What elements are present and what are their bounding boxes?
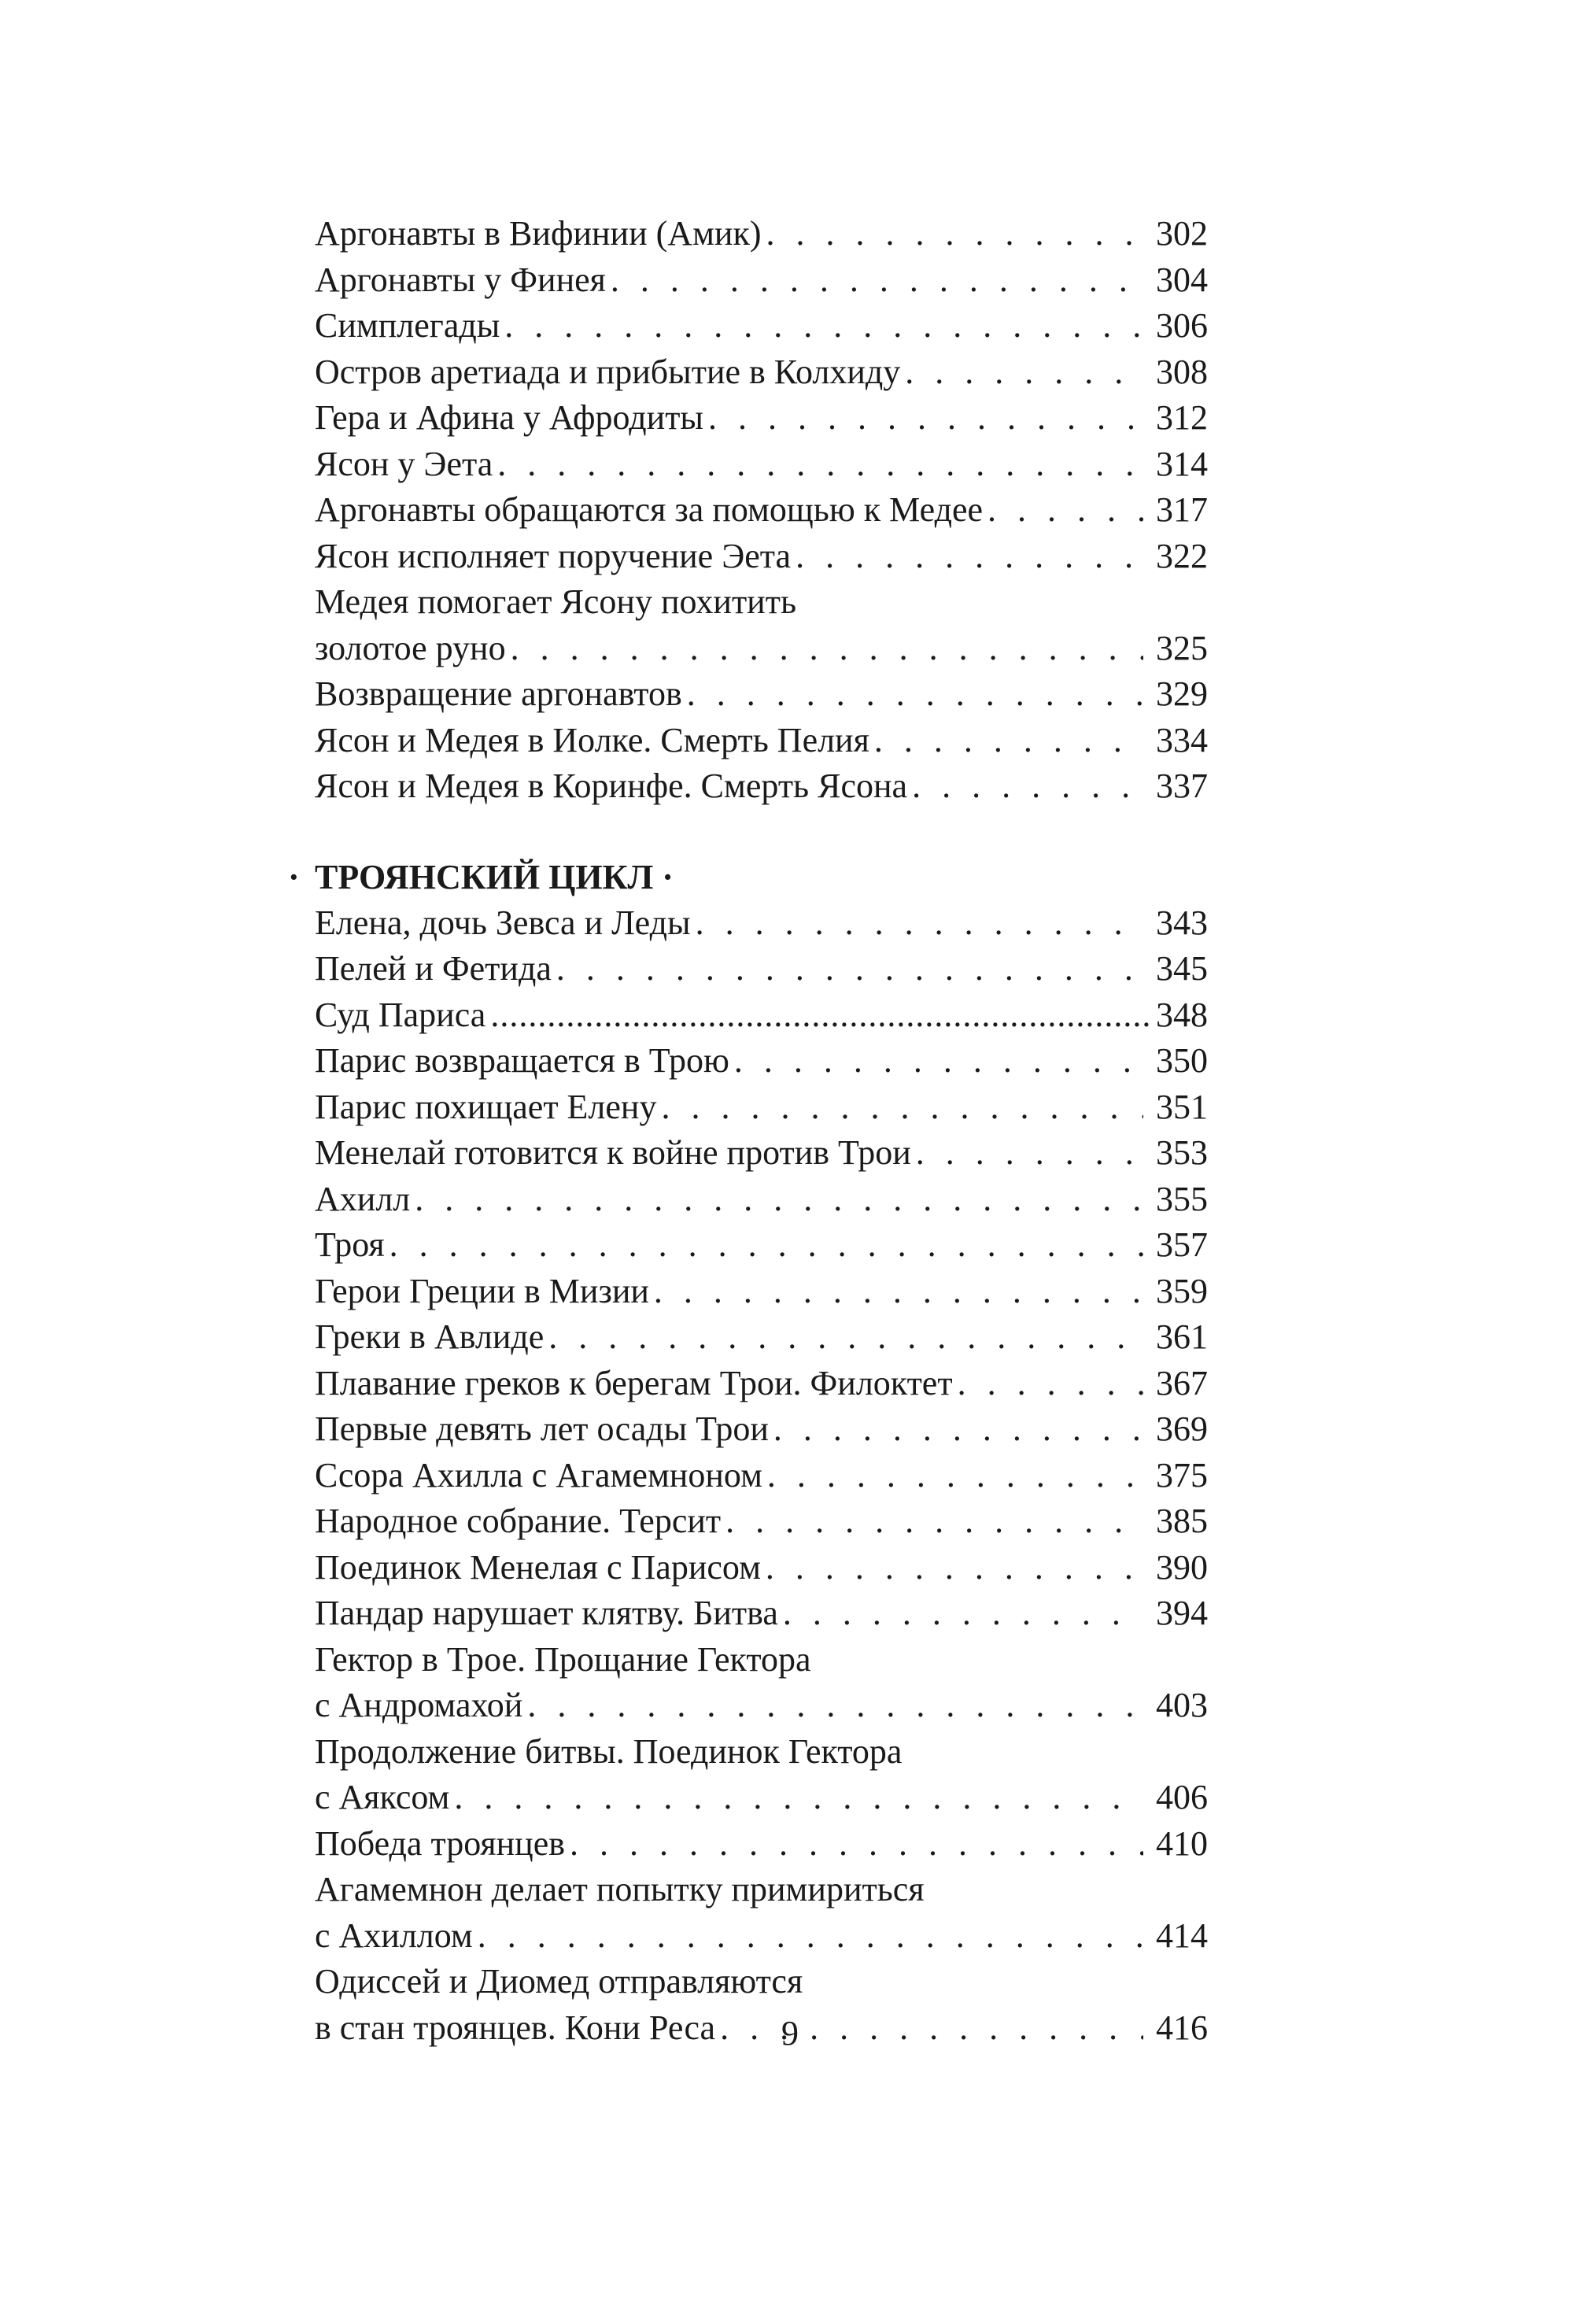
- toc-entry: [315, 579, 1208, 671]
- toc-entry: [315, 1084, 1208, 1131]
- toc-entry-page: 317: [1156, 490, 1208, 529]
- toc-entry: [315, 534, 1208, 580]
- toc-entry-title: Аргонавты обращаются за помощью к Медее: [315, 490, 984, 529]
- section-heading: [288, 855, 1208, 900]
- toc-entry: [315, 1453, 1208, 1499]
- dot-leader: [905, 349, 1143, 396]
- toc-entry: [315, 1177, 1208, 1223]
- toc-entry-title: Греки в Авлиде: [315, 1317, 545, 1356]
- dot-leader: [912, 763, 1143, 810]
- toc-entry-title: Народное собрание. Терсит: [315, 1502, 722, 1540]
- toc-entry-page: 350: [1156, 1041, 1208, 1080]
- toc-entry-page: 314: [1156, 444, 1208, 483]
- toc-entry: [315, 992, 1208, 1039]
- toc-entry-page: 410: [1156, 1823, 1208, 1863]
- toc-entry-title-line1: Гектор в Трое. Прощание Гектора: [315, 1639, 811, 1679]
- toc-entry-title: Гера и Афина у Афродиты: [315, 398, 703, 437]
- section-title: ТРОЯНСКИЙ ЦИКЛ: [315, 857, 654, 896]
- toc-entry-title-line1: Продолжение битвы. Поединок Гектора: [315, 1731, 903, 1771]
- toc-entry-title-line1: Одиссей и Диомед отправляются: [315, 1962, 803, 2001]
- dot-leader: [654, 1269, 1143, 1315]
- toc-entry-title: Первые девять лет осады Трои: [315, 1410, 769, 1448]
- toc-entry-page: 304: [1156, 260, 1208, 299]
- toc-entry: [315, 1637, 1208, 1729]
- dot-leader: [415, 1177, 1143, 1223]
- toc-entry-title: с Аяксом: [315, 1778, 450, 1816]
- toc-entry-title: золотое руно: [315, 628, 506, 667]
- dot-leader: [796, 534, 1143, 580]
- toc-entry: [315, 349, 1208, 396]
- toc-entry: [315, 303, 1208, 349]
- table-of-contents: [288, 211, 1208, 2051]
- toc-entry-title: Аргонавты в Вифинии (Амик): [315, 214, 762, 253]
- dot-leader: [958, 1361, 1143, 1407]
- toc-entry-title: Елена, дочь Зевса и Леды: [315, 903, 691, 942]
- toc-entry-title: Пелей и Фетида: [315, 949, 552, 988]
- toc-entry-page: 357: [1156, 1225, 1208, 1264]
- toc-entry-title: Троя: [315, 1225, 385, 1264]
- bullet-glyph: ·: [662, 857, 674, 896]
- toc-entry-title: Ясон и Медея в Иолке. Смерть Пелия: [315, 720, 869, 759]
- toc-entry: [315, 1314, 1208, 1361]
- toc-entry-page: 312: [1156, 398, 1208, 437]
- toc-entry: [315, 442, 1208, 488]
- toc-entry-page: 403: [1156, 1686, 1208, 1724]
- toc-entry-page: 416: [1156, 2008, 1208, 2047]
- toc-entry: [315, 1867, 1208, 1959]
- toc-entry: [315, 1591, 1208, 1637]
- toc-entry-page: 394: [1156, 1594, 1208, 1632]
- toc-entry-page: 322: [1156, 536, 1208, 575]
- toc-entry: [315, 1222, 1208, 1269]
- toc-entry-page: 334: [1156, 720, 1208, 759]
- toc-entry-page: 406: [1156, 1778, 1208, 1816]
- dot-leader: [773, 1406, 1143, 1453]
- toc-entry: [315, 1130, 1208, 1177]
- dot-leader: [687, 671, 1143, 718]
- toc-entry-title: в стан троянцев. Кони Реса: [315, 2008, 716, 2047]
- page-number: 9: [781, 2014, 799, 2052]
- dot-leader: [766, 1545, 1143, 1591]
- toc-entry-page: 337: [1156, 767, 1208, 805]
- dot-leader: [766, 211, 1144, 257]
- toc-entry: [315, 487, 1208, 534]
- dot-leader: [511, 626, 1143, 672]
- toc-entry-title: Симплегады: [315, 306, 500, 345]
- dot-leader: [389, 1222, 1143, 1269]
- toc-entry-title: Плавание греков к берегам Трои. Филоктет: [315, 1363, 953, 1402]
- toc-entry-page: 329: [1156, 674, 1208, 713]
- toc-entry: [315, 900, 1208, 947]
- dot-leader: [708, 395, 1143, 442]
- toc-entry-title: Ясон у Эета: [315, 444, 493, 483]
- toc-entry-page: 302: [1156, 214, 1208, 253]
- toc-entry: [315, 718, 1208, 764]
- toc-entry: [315, 671, 1208, 718]
- toc-entry-title: Остров аретиада и прибытие в Колхиду: [315, 352, 901, 391]
- toc-entry-page: 369: [1156, 1410, 1208, 1448]
- toc-entry-page: 367: [1156, 1363, 1208, 1402]
- toc-entry-title: Ясон исполняет поручение Эета: [315, 536, 792, 575]
- toc-entry-page: 343: [1156, 903, 1208, 942]
- dot-leader: [454, 1775, 1143, 1821]
- dot-leader: [497, 442, 1143, 488]
- toc-entry: [315, 1821, 1208, 1868]
- toc-entry-title: Ахилл: [315, 1179, 411, 1218]
- dot-leader: [734, 1038, 1143, 1084]
- toc-entry-page: 385: [1156, 1502, 1208, 1540]
- dot-leader: [874, 718, 1143, 764]
- toc-entry: [315, 763, 1208, 810]
- toc-entry-page: 414: [1156, 1916, 1208, 1955]
- toc-entry: [315, 1269, 1208, 1315]
- dot-leader: [767, 1453, 1143, 1499]
- bullet-glyph: ·: [288, 857, 300, 896]
- toc-entry: [315, 1545, 1208, 1591]
- dot-leader: [916, 1130, 1143, 1177]
- toc-entry: [315, 946, 1208, 992]
- dot-leader: [556, 946, 1143, 992]
- toc-entry-title: Суд Париса: [315, 995, 486, 1034]
- dot-leader: [696, 900, 1143, 947]
- dot-leader: [504, 303, 1143, 349]
- toc-entry-title: Герои Греции в Мизии: [315, 1271, 649, 1310]
- toc-entry: [315, 395, 1208, 442]
- toc-entry: [315, 211, 1208, 257]
- toc-entry-title-line1: Медея помогает Ясону похитить: [315, 582, 797, 621]
- toc-entry-page: 308: [1156, 352, 1208, 391]
- toc-entry-title: Парис похищает Елену: [315, 1087, 657, 1126]
- toc-entry-title: Поединок Менелая с Парисом: [315, 1547, 761, 1587]
- dot-leader: [548, 1314, 1143, 1361]
- toc-entry-title: Менелай готовится к войне против Трои: [315, 1133, 911, 1172]
- toc-entry-title: Ссора Ахилла с Агамемноном: [315, 1455, 762, 1495]
- dot-leader: [490, 992, 1153, 1039]
- toc-entry: [315, 1361, 1208, 1407]
- toc-entry: [315, 1038, 1208, 1084]
- toc-entry-page: 361: [1156, 1317, 1208, 1356]
- toc-entry-page: 375: [1156, 1455, 1208, 1495]
- toc-entry-page: 359: [1156, 1271, 1208, 1310]
- toc-entry-title: с Ахиллом: [315, 1916, 473, 1955]
- dot-leader: [611, 257, 1143, 304]
- toc-entry-title: Победа троянцев: [315, 1823, 566, 1863]
- toc-entry-title: Пандар нарушает клятву. Битва: [315, 1594, 778, 1632]
- toc-entry-page: 345: [1156, 949, 1208, 988]
- toc-entry-title: Аргонавты у Финея: [315, 260, 606, 299]
- dot-leader: [725, 1498, 1143, 1545]
- toc-entry-page: 348: [1156, 995, 1208, 1034]
- toc-entry-title: Возвращение аргонавтов: [315, 674, 682, 713]
- toc-entry-page: 351: [1156, 1087, 1208, 1126]
- toc-entry: [315, 257, 1208, 304]
- dot-leader: [661, 1084, 1143, 1131]
- toc-entry-title: Парис возвращается в Трою: [315, 1041, 729, 1080]
- toc-entry-page: 325: [1156, 628, 1208, 667]
- toc-entry-title-line1: Агамемнон делает попытку примириться: [315, 1870, 925, 1908]
- toc-entry-title: с Андромахой: [315, 1686, 523, 1724]
- toc-entry: [315, 1729, 1208, 1821]
- dot-leader: [570, 1821, 1143, 1868]
- toc-entry-page: 390: [1156, 1547, 1208, 1587]
- toc-entry-page: 353: [1156, 1133, 1208, 1172]
- toc-entry-page: 355: [1156, 1179, 1208, 1218]
- toc-entry-page: 306: [1156, 306, 1208, 345]
- dot-leader: [527, 1683, 1143, 1729]
- toc-entry-title: Ясон и Медея в Коринфе. Смерть Ясона: [315, 767, 908, 805]
- dot-leader: [783, 1591, 1143, 1637]
- dot-leader: [988, 487, 1143, 534]
- dot-leader: [478, 1913, 1143, 1960]
- toc-entry: [315, 1406, 1208, 1453]
- toc-entry: [315, 1498, 1208, 1545]
